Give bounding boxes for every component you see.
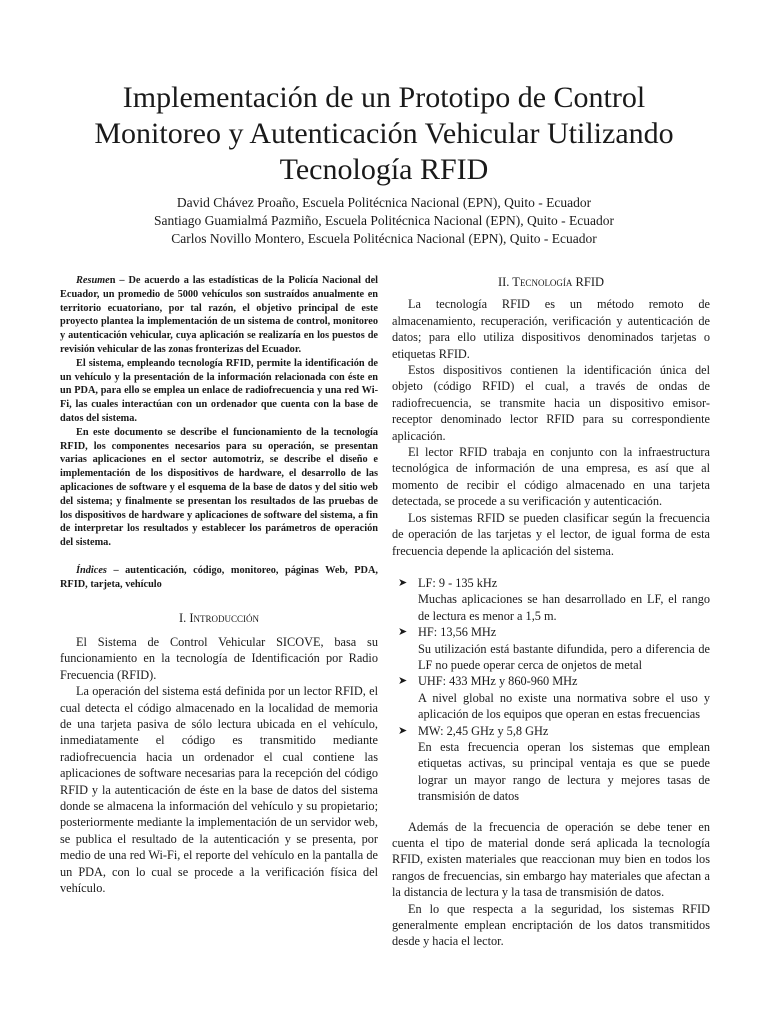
section-heading: II. Tecnología RFID — [497, 275, 605, 289]
abstract — [60, 274, 378, 550]
author-line: David Chávez Proaño, Escuela Politécnica Nacional (EPN), Quito - Ecuador — [176, 195, 592, 210]
frequency-band-list — [392, 575, 710, 805]
band-description: Muchas aplicaciones se han desarrollado en LF, el rango de lectura es menor a 1,5 m. — [418, 592, 710, 623]
arrow-bullet-icon: ➤ — [398, 675, 408, 688]
section-heading: I. Introducción — [178, 610, 260, 625]
body-paragraph: La operación del sistema está definida por un lector RFID, el cual detecta el código almacenado en la localidad de memoria de una tarjeta pasiva de sólo lectura ubicada en el vehículo, inmediatamente el código es transmitido mediante radiofrecuencia hacia un ordenador el cual contiene las aplicaciones de software necesarias para la recepción del código RFID y la autenticación de éste en la base de datos del sistema donde se almacena la información del vehículo y su propietario; posteriormente mediante la implementación de un servidor web, se publica el resultado de la autenticación y se presenta, por medio de una red Wi-Fi, el reporte del vehículo en la pantalla de un PDA, con lo cual se procede a la verificación física del vehículo. — [60, 684, 378, 896]
list-item — [398, 624, 710, 673]
index-terms — [60, 564, 378, 592]
list-item — [398, 575, 710, 624]
abstract-label: Resume — [76, 275, 110, 286]
band-description: A nivel global no existe una normativa sobre el uso y aplicación de los equipos que operan en estas frecuencias — [418, 690, 710, 722]
band-label: HF: 13,56 MHz — [418, 625, 497, 640]
right-column — [392, 274, 710, 950]
body-paragraph: Los sistemas RFID se pueden clasificar según la frecuencia de operación de las tarjetas y el lector, de igual forma de esta frecuencia depende la aplicación del sistema. — [392, 510, 710, 558]
body-paragraph: Estos dispositivos contienen la identificación única del objeto (código RFID) el cual, a través de ondas de radiofrecuencia, se transmite hacia un dispositivo emisor-receptor denominado lector RFID para su correspondiente aplicación. — [392, 363, 710, 443]
list-item — [398, 673, 710, 722]
body-paragraph: El Sistema de Control Vehicular SICOVE, basa su funcionamiento en la tecnología de Identificación por Radio Frecuencia (RFID). — [60, 634, 378, 682]
body-paragraph: En lo que respecta a la seguridad, los sistemas RFID generalmente emplean encriptación de los datos transmitidos desde y hacia el lector. — [392, 901, 710, 949]
abstract-paragraph — [60, 274, 378, 357]
abstract-text: – De acuerdo a las estadísticas de la Policía Nacional del Ecuador, un promedio de 5000 vehículos son sustraídos anualmente en territorio ecuatoriano, por tal razón, el objetivo principal de este proyecto plantea la implementación de un sistema de control, monitoreo y autenticación vehicular, cuya aplicación se realizaría en los puestos de revisión vehicular de las zonas fronterizas del Ecuador. — [60, 275, 378, 355]
arrow-bullet-icon: ➤ — [398, 576, 408, 589]
arrow-bullet-icon: ➤ — [398, 724, 408, 737]
body-paragraph: Además de la frecuencia de operación se debe tener en cuenta el tipo de material donde será aplicada la tecnología RFID, existen materiales que reaccionan muy bien en todos los rangos de frecuencias, sin embargo hay materiales que afectan a la distancia de lectura y la tasa de transmisión de datos. — [392, 819, 710, 900]
band-description: En esta frecuencia operan los sistemas que emplean etiquetas activas, su principal ventaja es que se puede lograr un mayor rango de lectura y mejores tasas de transmisión de datos — [418, 739, 710, 804]
author-line: Santiago Guamialmá Pazmiño, Escuela Politécnica Nacional (EPN), Quito - Ecuador — [154, 213, 614, 228]
author-line: Carlos Novillo Montero, Escuela Politécnica Nacional (EPN), Quito - Ecuador — [171, 231, 597, 246]
abstract-paragraph: El sistema, empleando tecnología RFID, permite la identificación de un vehículo y la presentación de la información relacionada con éste en un PDA, para ello se emplea un enlace de radiofrecuencia y una red Wi-Fi, las cuales interactúan con un ordenador que cuenta con la base de datos del sistema. — [60, 357, 378, 424]
arrow-bullet-icon: ➤ — [398, 626, 408, 639]
spacer — [392, 805, 710, 819]
left-column — [60, 274, 378, 896]
band-label: LF: 9 - 135 kHz — [418, 575, 498, 590]
band-label: UHF: 433 MHz y 860-960 MHz — [418, 674, 578, 689]
band-description: Su utilización está bastante difundida, pero a diferencia de LF no puede operar cerca de onjetos de metal — [418, 641, 710, 672]
index-terms-label: Índices — [76, 564, 107, 576]
band-label: MW: 2,45 GHz y 5,8 GHz — [418, 723, 549, 738]
body-paragraph: El lector RFID trabaja en conjunto con la infraestructura tecnológica de información de una empresa, es así que al momento de recibir el código almacenado en una tarjeta detectada, se procede a su verificación y autenticación. — [392, 445, 710, 509]
abstract-label-end: n — [109, 275, 116, 286]
author-list — [60, 194, 708, 248]
index-terms-text: – autenticación, código, monitoreo, páginas Web, PDA, RFID, tarjeta, vehículo — [60, 564, 378, 590]
list-item — [398, 723, 710, 805]
paper-title: Implementación de un Prototipo de Control Monitoreo y Autenticación Vehicular Utilizando Tecnología RFID — [94, 81, 674, 186]
body-paragraph: La tecnología RFID es un método remoto de almacenamiento, recuperación, verificación y autenticación de datos; para ello utiliza dispositivos denominados tarjetas o etiquetas RFID. — [392, 297, 710, 361]
abstract-paragraph: En este documento se describe el funcionamiento de la tecnología RFID, los componentes necesarios para su operación, se presentan varias aplicaciones en el sector automotriz, se describe el diseño e implementación de los dispositivos de hardware, el desarrollo de las aplicaciones de software y el esquema de la base de datos y del sitio web del sistema; y finalmente se presentan los resultados de las pruebas de los dispositivos de hardware y aplicaciones de software del sistema, a fin de interpretar los resultados y establecer los parámetros de operación del sistema. — [60, 426, 378, 549]
